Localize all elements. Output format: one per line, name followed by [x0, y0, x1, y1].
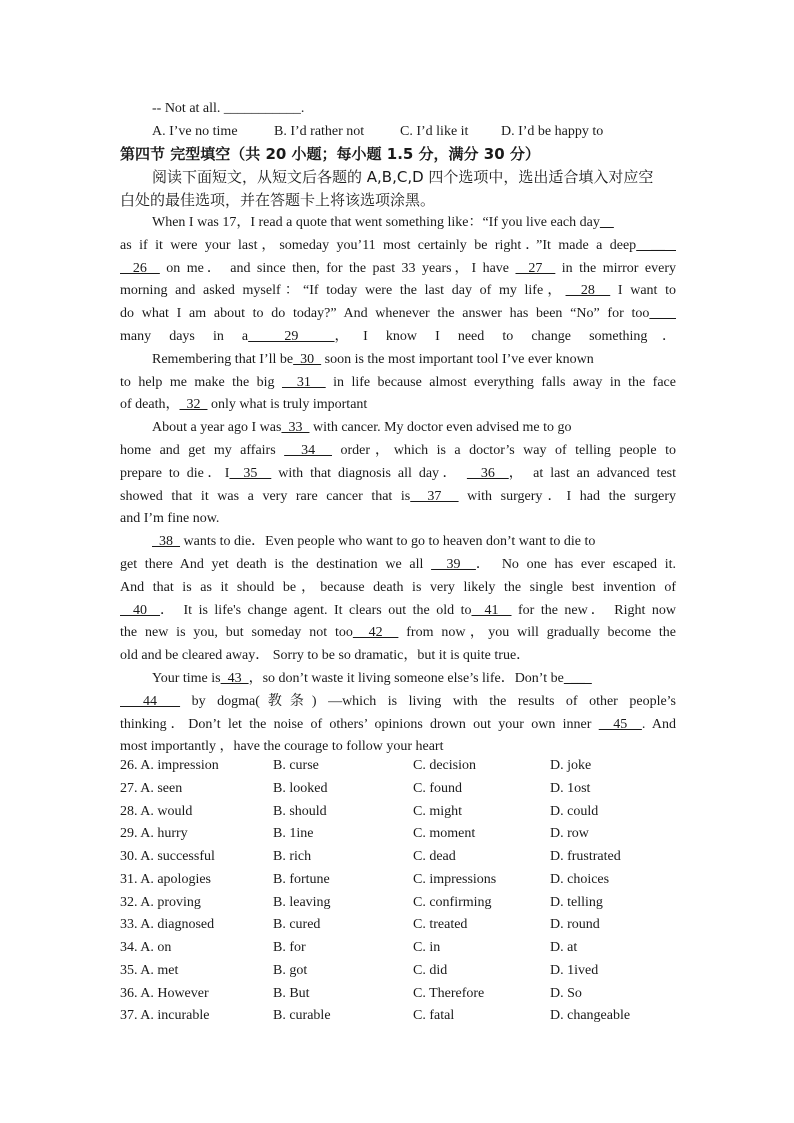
blank-number: 29 — [248, 329, 335, 344]
option-c: C. impressions — [413, 871, 497, 887]
blank-number: 40 — [120, 602, 161, 618]
option-c: C. might — [413, 803, 463, 819]
blank-number: 32 — [179, 397, 208, 413]
option-c: C. Therefore — [413, 985, 485, 1001]
passage-text: in life because almost everything falls away in the face — [325, 374, 676, 390]
passage-line — [120, 258, 676, 280]
option-b: B. rich — [273, 849, 312, 864]
blank-number: 41 — [471, 602, 512, 618]
blank-number: 28 — [565, 283, 611, 299]
passage-text: ． It is life's change agent. It clears out the old to — [160, 602, 472, 618]
question-row — [120, 914, 680, 936]
passage-line — [120, 326, 676, 348]
passage-text: Your time is — [152, 671, 221, 686]
prev-question-prompt: -- Not at all. ___________. — [152, 101, 305, 116]
passage-text: of death， — [120, 397, 180, 413]
passage-line — [120, 440, 676, 462]
passage-text: old and be cleared away． Sorry to be so dramatic，but it is quite true． — [120, 648, 531, 664]
passage-line — [120, 714, 676, 736]
prev-option-d: D. I’d be happy to — [501, 124, 604, 139]
blank-number: 35 — [229, 465, 272, 481]
blank-number: 31 — [281, 374, 326, 390]
question-number-and-option-a: 31. A. apologies — [120, 871, 211, 887]
passage-text: ，so don’t waste it living someone else’s life．Don’t be — [248, 671, 564, 686]
blank-number: 36 — [466, 465, 509, 481]
question-row — [120, 755, 680, 777]
option-b: B. fortune — [273, 871, 330, 887]
blank-number: 44 — [120, 693, 181, 709]
section-title: 第四节 完型填空（共 20 小题；每小题 1.5 分，满分 30 分） — [120, 145, 540, 163]
option-b: B. for — [273, 940, 306, 955]
question-row — [120, 869, 680, 891]
option-b: B. But — [273, 985, 310, 1001]
passage-text: ， at last an advanced test — [508, 465, 677, 481]
passage-text: to help me make the big — [120, 374, 282, 390]
passage-text: the new is you, but someday not too — [120, 625, 353, 641]
option-c: C. did — [413, 962, 448, 978]
question-number-and-option-a: 36. A. However — [120, 985, 209, 1001]
option-c: C. decision — [413, 758, 476, 773]
option-d: D. round — [550, 917, 600, 933]
passage-line — [120, 622, 676, 644]
option-c: C. found — [413, 780, 462, 796]
passage-text: showed that it was a very rare cancer that is — [120, 488, 411, 504]
question-number-and-option-a: 35. A. met — [120, 962, 179, 978]
passage-text: When I was 17，I read a quote that went something like：“If you live each day — [152, 215, 600, 230]
option-b: B. should — [273, 803, 327, 819]
passage-text: and I’m fine now. — [120, 511, 220, 527]
option-d: D. telling — [550, 894, 603, 910]
passage-text: do what I am about to do today?” And whenever the answer has been “No” for too — [120, 306, 650, 322]
passage-text: soon is the most important tool I’ve ever known — [321, 351, 594, 367]
passage-line — [152, 349, 676, 371]
question-number-and-option-a: 27. A. seen — [120, 780, 183, 796]
passage-text: by dogma(教条) —which is living with the results of other people’s — [180, 693, 677, 709]
blank-number: 27 — [515, 260, 556, 276]
passage-text: morning and asked myself：“If today were the last day of my life， — [120, 283, 566, 299]
passage-text: from now，you will gradually become the — [398, 625, 677, 641]
passage-line — [120, 508, 676, 530]
blank-number: __ — [636, 237, 676, 253]
passage-text: for the new． Right now — [511, 602, 676, 618]
option-d: D. changeable — [550, 1008, 631, 1024]
passage-line — [120, 280, 676, 302]
section-instruction-line-1: 阅读下面短文，从短文后各题的 A,B,C,D 四个选项中，选出适合填入对应空 — [152, 168, 654, 186]
question-number-and-option-a: 34. A. on — [120, 940, 172, 955]
question-number-and-option-a: 33. A. diagnosed — [120, 917, 215, 933]
blank-number: 42 — [352, 625, 399, 641]
passage-text: thinking．Don’t let the noise of others’ opinions drown out your own inner — [120, 716, 599, 732]
option-b: B. looked — [273, 780, 328, 796]
question-number-and-option-a: 30. A. successful — [120, 849, 215, 864]
option-d: D. at — [550, 940, 578, 955]
passage-line — [120, 691, 676, 713]
option-d: D. So — [550, 985, 582, 1001]
question-number-and-option-a: 32. A. proving — [120, 894, 201, 910]
passage-text: as if it were your last，someday you’11 most certainly be right．”It made a deep — [120, 237, 637, 253]
passage-text: I want to — [610, 283, 676, 299]
question-row — [120, 937, 680, 959]
question-number-and-option-a: 26. A. impression — [120, 758, 219, 773]
option-b: B. cured — [273, 917, 321, 933]
passage-text: many days in a — [120, 329, 249, 344]
option-d: D. could — [550, 803, 599, 819]
passage-text: only what is truly important — [207, 397, 368, 413]
section-instruction-line-2: 白处的最佳选项，并在答题卡上将该选项涂黑。 — [120, 191, 436, 209]
passage-text: Remembering that I’ll be — [152, 351, 294, 367]
passage-text: with that diagnosis all day． — [271, 465, 467, 481]
passage-line — [120, 463, 676, 485]
prev-option-a: A. I’ve no time — [152, 124, 238, 139]
passage-text: order，which is a doctor’s way of telling people to — [332, 443, 676, 458]
passage-line — [120, 303, 676, 325]
passage-text: in the mirror every — [555, 260, 677, 276]
passage-text: prepare to die．I — [120, 465, 230, 481]
option-c: C. fatal — [413, 1008, 455, 1024]
option-b: B. curse — [273, 758, 319, 773]
passage-line — [152, 417, 676, 439]
passage-line — [120, 372, 676, 394]
option-d: D. 1ived — [550, 962, 599, 978]
question-row — [120, 778, 680, 800]
passage-text: on me． and since then, for the past 33 years，I have — [159, 260, 516, 276]
passage-line — [120, 577, 676, 599]
passage-text: . And — [641, 716, 677, 732]
question-row — [120, 960, 680, 982]
option-c: C. treated — [413, 917, 468, 933]
blank-number: 30 — [293, 351, 322, 367]
blank-number: 37 — [410, 488, 459, 504]
blank-number — [600, 215, 614, 230]
passage-line — [152, 212, 676, 234]
passage-text: home and get my affairs — [120, 443, 285, 458]
option-c: C. in — [413, 940, 441, 955]
blank-number: 38 — [152, 534, 180, 550]
passage-line — [120, 486, 676, 508]
option-b: B. leaving — [273, 894, 331, 910]
blank-number: 43 — [220, 671, 249, 686]
passage-text: And that is as it should be，because death is very likely the single best invention of — [120, 579, 676, 595]
passage-line — [120, 600, 676, 622]
option-d: D. frustrated — [550, 849, 621, 864]
passage-line — [120, 235, 676, 257]
blank-number: __ — [563, 671, 592, 686]
passage-text: get there And yet death is the destination we all — [120, 557, 432, 572]
question-row — [120, 823, 680, 845]
question-row — [120, 983, 680, 1005]
option-d: D. row — [550, 826, 589, 842]
passage-line — [120, 554, 676, 576]
passage-text: with surgery．I had the surgery — [458, 488, 676, 504]
option-d: D. choices — [550, 871, 610, 887]
passage-line — [120, 394, 676, 416]
option-b: B. 1ine — [273, 826, 314, 842]
question-number-and-option-a: 29. A. hurry — [120, 826, 188, 842]
question-row — [120, 801, 680, 823]
blank-number: 34 — [284, 443, 332, 458]
passage-text: ． No one has ever escaped it. — [475, 557, 676, 572]
option-c: C. confirming — [413, 894, 492, 910]
question-row — [120, 846, 680, 868]
option-c: C. moment — [413, 826, 476, 842]
question-number-and-option-a: 28. A. would — [120, 803, 193, 819]
option-d: D. joke — [550, 758, 592, 773]
question-number-and-option-a: 37. A. incurable — [120, 1008, 210, 1024]
passage-text: with cancer. My doctor even advised me to go — [309, 420, 572, 436]
passage-text: About a year ago I was — [152, 420, 282, 436]
option-b: B. curable — [273, 1008, 331, 1024]
option-b: B. got — [273, 962, 308, 978]
blank-number — [649, 306, 676, 321]
prev-option-c: C. I’d like it — [400, 124, 469, 139]
passage-line — [152, 531, 676, 553]
passage-line — [120, 645, 676, 667]
option-c: C. dead — [413, 849, 456, 864]
blank-number: 33 — [281, 420, 310, 436]
passage-text: most importantly ，have the courage to follow your heart — [120, 739, 444, 755]
passage-line — [152, 668, 676, 690]
prev-question-options — [152, 121, 712, 143]
blank-number: 45 — [598, 716, 642, 732]
blank-number: 39 — [431, 557, 476, 572]
blank-number: 26 — [120, 260, 160, 276]
passage-text: ，I know I need to change something． — [334, 329, 676, 344]
passage-text: wants to die．Even people who want to go to heaven don’t want to die to — [180, 534, 596, 550]
prev-option-b: B. I’d rather not — [274, 124, 365, 139]
question-row — [120, 1005, 680, 1027]
question-row — [120, 892, 680, 914]
option-d: D. 1ost — [550, 780, 591, 796]
